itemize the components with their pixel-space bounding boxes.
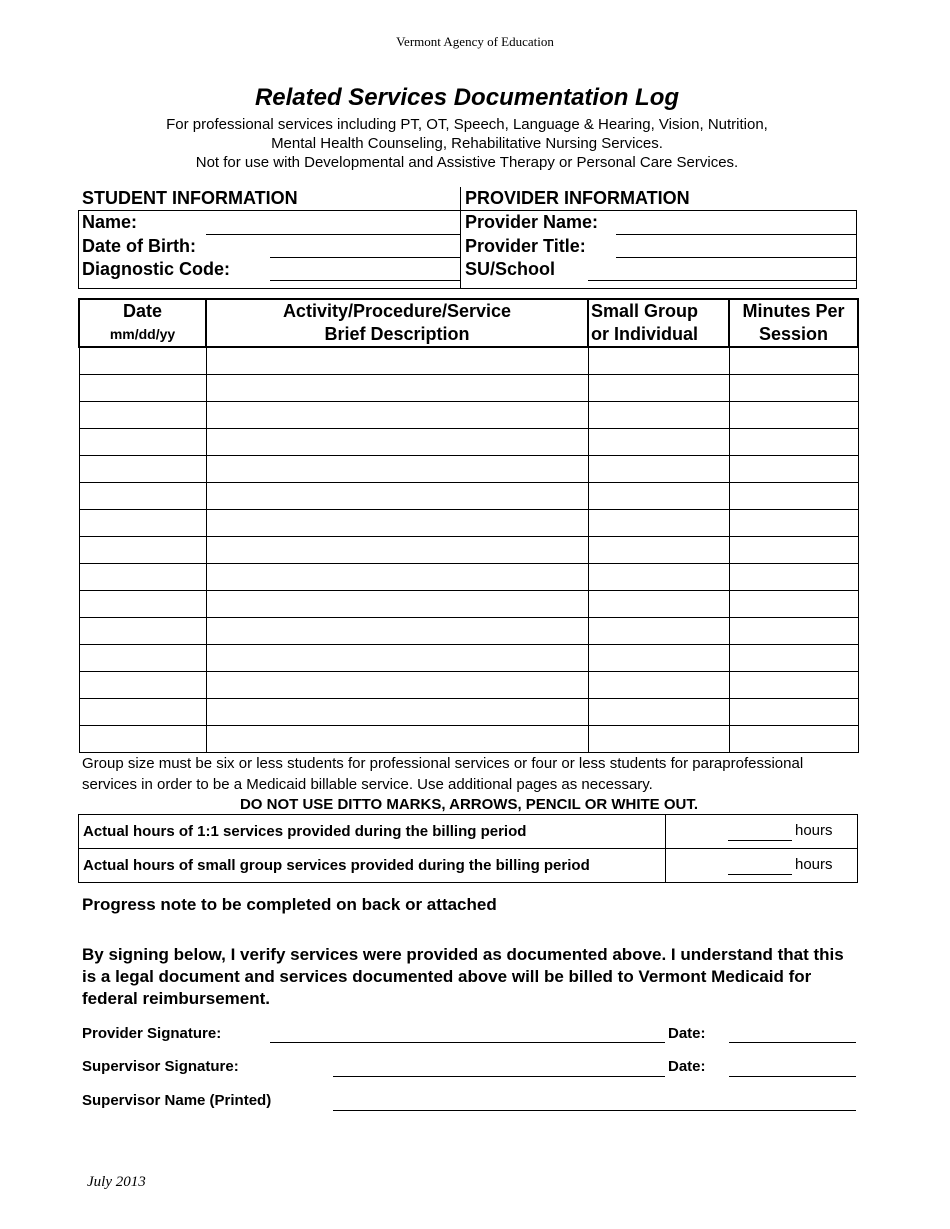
minutes-cell[interactable] bbox=[729, 564, 858, 591]
date-column-title: Date bbox=[122, 301, 162, 321]
activity-cell[interactable] bbox=[206, 591, 588, 618]
date-format-hint: mm/dd/yy bbox=[109, 326, 176, 342]
date-cell[interactable] bbox=[79, 537, 206, 564]
minutes-cell[interactable] bbox=[729, 699, 858, 726]
minutes-cell[interactable] bbox=[729, 429, 858, 456]
activity-cell[interactable] bbox=[206, 510, 588, 537]
date-cell[interactable] bbox=[79, 375, 206, 402]
group-cell[interactable] bbox=[588, 510, 729, 537]
minutes-cell[interactable] bbox=[729, 537, 858, 564]
student-dob-label: Date of Birth: bbox=[82, 236, 196, 256]
subtitle-line-3: Not for use with Developmental and Assistive Therapy or Personal Care Services. bbox=[195, 154, 739, 171]
activity-cell[interactable] bbox=[206, 429, 588, 456]
activity-cell[interactable] bbox=[206, 699, 588, 726]
minutes-cell[interactable] bbox=[729, 510, 858, 537]
supervisor-date-label: Date: bbox=[668, 1058, 706, 1075]
group-cell[interactable] bbox=[588, 537, 729, 564]
group-cell[interactable] bbox=[588, 347, 729, 375]
individual-hours-cell bbox=[666, 815, 858, 849]
table-row bbox=[79, 699, 858, 726]
table-row bbox=[79, 564, 858, 591]
date-cell[interactable] bbox=[79, 726, 206, 753]
date-cell[interactable] bbox=[79, 456, 206, 483]
subtitle-line-2: Mental Health Counseling, Rehabilitative Nursing Services. bbox=[271, 135, 663, 152]
diagnostic-code-label: Diagnostic Code: bbox=[82, 259, 231, 279]
date-cell[interactable] bbox=[79, 347, 206, 375]
table-row bbox=[79, 429, 858, 456]
supervisor-date-field[interactable] bbox=[729, 1076, 856, 1077]
page-title: Related Services Documentation Log bbox=[254, 84, 680, 111]
student-name-label: Name: bbox=[82, 212, 138, 232]
footer-date: July 2013 bbox=[87, 1174, 146, 1190]
provider-date-field[interactable] bbox=[729, 1042, 856, 1043]
activity-cell[interactable] bbox=[206, 402, 588, 429]
provider-signature-label: Provider Signature: bbox=[82, 1025, 222, 1042]
group-cell[interactable] bbox=[588, 429, 729, 456]
activity-column-header bbox=[206, 299, 588, 347]
table-row bbox=[79, 591, 858, 618]
verification-statement: By signing below, I verify services were provided as documented above. I understand that this is a legal document and services documented above will be billed to Vermont Medicaid for federal reimbursement. bbox=[82, 945, 844, 1008]
table-row bbox=[79, 815, 858, 849]
minutes-cell[interactable] bbox=[729, 645, 858, 672]
activity-cell[interactable] bbox=[206, 564, 588, 591]
minutes-cell[interactable] bbox=[729, 347, 858, 375]
date-cell[interactable] bbox=[79, 429, 206, 456]
subtitle-line-1: For professional services including PT, OT, Speech, Language & Hearing, Vision, Nutrition, bbox=[166, 116, 768, 133]
date-cell[interactable] bbox=[79, 618, 206, 645]
table-row bbox=[79, 645, 858, 672]
minutes-cell[interactable] bbox=[729, 483, 858, 510]
school-label: SU/School bbox=[465, 259, 556, 279]
activity-cell[interactable] bbox=[206, 537, 588, 564]
provider-signature-field[interactable] bbox=[270, 1042, 665, 1043]
table-row bbox=[79, 483, 858, 510]
group-hours-unit: hours bbox=[795, 856, 833, 873]
individual-hours-unit: hours bbox=[795, 822, 833, 839]
agency-name: Vermont Agency of Education bbox=[396, 34, 554, 49]
date-cell[interactable] bbox=[79, 672, 206, 699]
activity-cell[interactable] bbox=[206, 645, 588, 672]
individual-hours-label: Actual hours of 1:1 services provided during the billing period bbox=[79, 815, 666, 849]
group-cell[interactable] bbox=[588, 483, 729, 510]
minutes-cell[interactable] bbox=[729, 456, 858, 483]
group-column-title: Small Group bbox=[591, 301, 699, 321]
group-cell[interactable] bbox=[588, 456, 729, 483]
minutes-cell[interactable] bbox=[729, 402, 858, 429]
supervisor-name-label: Supervisor Name (Printed) bbox=[82, 1092, 272, 1109]
service-log-table bbox=[78, 298, 859, 753]
table-header-row bbox=[79, 299, 858, 347]
group-cell[interactable] bbox=[588, 672, 729, 699]
date-cell[interactable] bbox=[79, 591, 206, 618]
activity-cell[interactable] bbox=[206, 456, 588, 483]
group-column-header bbox=[588, 299, 729, 347]
group-cell[interactable] bbox=[588, 375, 729, 402]
minutes-cell[interactable] bbox=[729, 375, 858, 402]
activity-cell[interactable] bbox=[206, 347, 588, 375]
date-column-header bbox=[79, 299, 206, 347]
group-hours-label: Actual hours of small group services provided during the billing period bbox=[79, 849, 666, 883]
date-cell[interactable] bbox=[79, 402, 206, 429]
minutes-column-header bbox=[729, 299, 858, 347]
progress-note: Progress note to be completed on back or attached bbox=[82, 895, 497, 914]
activity-cell[interactable] bbox=[206, 618, 588, 645]
activity-cell[interactable] bbox=[206, 672, 588, 699]
table-row bbox=[79, 537, 858, 564]
table-row bbox=[79, 375, 858, 402]
group-hours-field[interactable] bbox=[728, 874, 792, 875]
diagnostic-code-field[interactable] bbox=[270, 280, 460, 281]
activity-column-title: Activity/Procedure/Service bbox=[282, 301, 512, 321]
minutes-column-title: Minutes Per bbox=[742, 301, 845, 321]
group-cell[interactable] bbox=[588, 402, 729, 429]
student-info-heading: STUDENT INFORMATION bbox=[82, 188, 298, 208]
activity-column-subtitle: Brief Description bbox=[324, 324, 470, 344]
group-cell[interactable] bbox=[588, 726, 729, 753]
table-row bbox=[79, 510, 858, 537]
group-cell[interactable] bbox=[588, 618, 729, 645]
date-cell[interactable] bbox=[79, 483, 206, 510]
minutes-column-subtitle: Session bbox=[758, 324, 829, 344]
minutes-cell[interactable] bbox=[729, 726, 858, 753]
individual-hours-field[interactable] bbox=[728, 840, 792, 841]
table-row bbox=[79, 849, 858, 883]
provider-date-label: Date: bbox=[668, 1025, 706, 1042]
student-dob-field[interactable] bbox=[270, 257, 460, 258]
provider-info-heading: PROVIDER INFORMATION bbox=[465, 188, 690, 208]
table-row bbox=[79, 672, 858, 699]
activity-cell[interactable] bbox=[206, 483, 588, 510]
table-row bbox=[79, 456, 858, 483]
table-row bbox=[79, 618, 858, 645]
supervisor-signature-field[interactable] bbox=[333, 1076, 665, 1077]
warning-note: DO NOT USE DITTO MARKS, ARROWS, PENCIL OR WHITE OUT. bbox=[239, 796, 699, 813]
hours-table bbox=[78, 814, 858, 883]
table-row bbox=[79, 726, 858, 753]
provider-title-field[interactable] bbox=[616, 257, 856, 258]
date-cell[interactable] bbox=[79, 645, 206, 672]
provider-name-label: Provider Name: bbox=[465, 212, 599, 232]
provider-title-label: Provider Title: bbox=[465, 236, 586, 256]
supervisor-signature-label: Supervisor Signature: bbox=[82, 1058, 239, 1075]
group-size-note: Group size must be six or less students for professional services or four or less students for paraprofessional services in order to be a Medicaid billable service. Use additional pages as necessary. bbox=[82, 755, 804, 793]
table-row bbox=[79, 402, 858, 429]
minutes-cell[interactable] bbox=[729, 591, 858, 618]
student-name-field[interactable] bbox=[206, 234, 460, 235]
date-cell[interactable] bbox=[79, 699, 206, 726]
date-cell[interactable] bbox=[79, 510, 206, 537]
activity-cell[interactable] bbox=[206, 726, 588, 753]
group-cell[interactable] bbox=[588, 591, 729, 618]
group-cell[interactable] bbox=[588, 645, 729, 672]
activity-cell[interactable] bbox=[206, 375, 588, 402]
group-cell[interactable] bbox=[588, 564, 729, 591]
provider-name-field[interactable] bbox=[616, 234, 856, 235]
date-cell[interactable] bbox=[79, 564, 206, 591]
group-column-subtitle: or Individual bbox=[591, 324, 699, 344]
table-row bbox=[79, 347, 858, 375]
minutes-cell[interactable] bbox=[729, 618, 858, 645]
group-hours-cell bbox=[666, 849, 858, 883]
supervisor-name-field[interactable] bbox=[333, 1110, 856, 1111]
minutes-cell[interactable] bbox=[729, 672, 858, 699]
group-cell[interactable] bbox=[588, 699, 729, 726]
school-field[interactable] bbox=[588, 280, 856, 281]
